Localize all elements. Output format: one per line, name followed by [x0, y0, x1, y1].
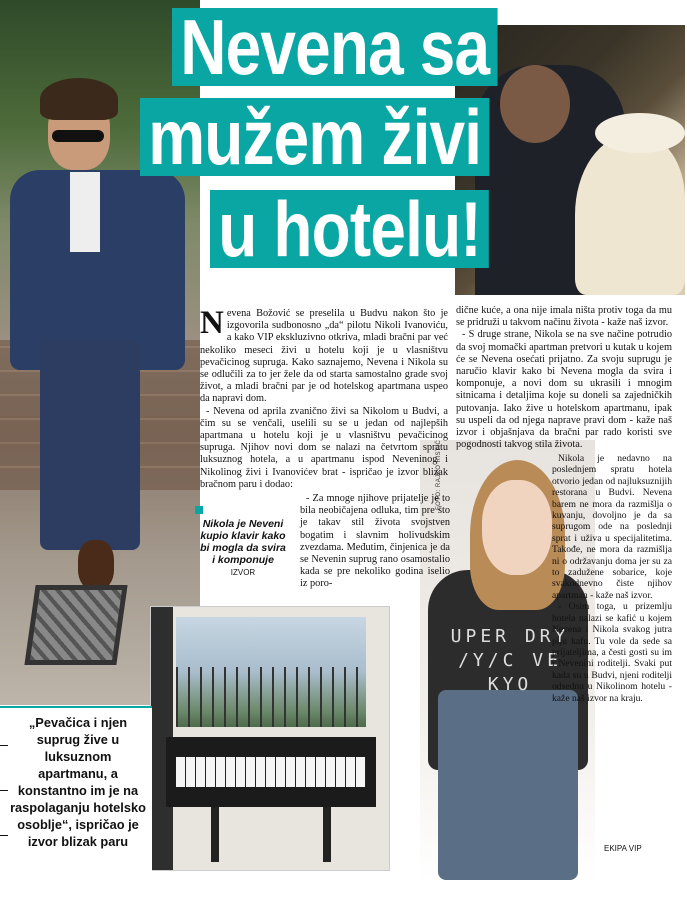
photo-piano-balcony [150, 606, 390, 871]
photo-caption [198, 518, 288, 579]
blue-trousers [40, 340, 140, 550]
article-column-2 [456, 305, 672, 451]
paragraph: - S druge strane, Nikola se na sve načine potrudio da svoj momački apartman pretvori u kutak u kojem će se Nevena osećati prijatno. Za svoju suprugu je naručio klavir kako bi Nevena mogla da svira i komponuje, a novi dom su ukrasili i mnogim sitnicama i detaljima koje su doneli sa zajedničkih putovanja. Iako žive u hotelskom apartmanu, ipak su uspeli da od njega naprave pravi dom - kaže naš izvor i objašnjava da bračni par rado koristi sve pogodnosti takvog stila života. [456, 329, 672, 451]
photo-credit: FOTO: RAJKO RISTIĆ [436, 439, 442, 510]
paragraph: evena Božović se preselila u Budvu nakon što je izgovorila sudbonosno „da“ pilotu Nikoli Ivanoviću, a kako VIP ekskluzivno otkriva, mladi bračni par već nekoliko meseci živi u hotelu koji je u vlasništvu pevačicinog supruga. Kako saznajemo, Nevena i Nikola su se odlučili za to jer žele da od starta samostalno grade svoj život, a mladi bračni par je od hotelskog apartmana uspeo da napravi dom. [200, 308, 448, 405]
paragraph: Nikola je nedavno na poslednjem spratu hotela otvorio jedan od najluksuznijih restorana u Budvi. Nevena barem ne mora da razmišlja o kuvanju, dovoljno je da sa suprugom ode na poslednji sprat i uživa u specijalitetima. Takođe, ne mora da razmišlja ni o održavanju doma jer su za to zadužene sobarice, koje svakodnevno čiste njihov apartman - kaže naš izvor. [552, 453, 672, 601]
article-column-1 [200, 305, 448, 491]
white-shirt [70, 172, 100, 252]
balcony-railing [176, 667, 366, 727]
tshirt-print: UPER DRY /Y/C VE KYO [450, 626, 570, 695]
paragraph: dične kuće, a ona nije imala ništa protiv toga da mu se pridruži u takvom načinu života - kaže naš izvor. [456, 305, 672, 329]
headline-line-3: u hotelu! [210, 190, 489, 268]
woman-face [482, 480, 552, 575]
pull-quote: „Pevačica i njen suprug žive u luksuznom apartmanu, a konstantno im je na raspolaganju hotelsko osoblje“, ispričao je izvor blizak paru [0, 706, 152, 878]
sunglasses [52, 130, 104, 142]
denim-overalls [438, 690, 578, 880]
couple-woman [575, 135, 685, 295]
headline-line-2: mužem živi [140, 98, 489, 176]
article-column-1-continued [300, 493, 450, 591]
couple-man-head [500, 65, 570, 143]
drop-cap: N [200, 305, 224, 341]
caption-text: Nikola je Neveni kupio klavir kako bi mogla da svira i komponuje [200, 518, 286, 566]
caption-marker-icon [195, 506, 203, 514]
quote-rule [0, 790, 8, 791]
quote-rule [0, 745, 8, 746]
caption-credit: IZVOR [230, 568, 256, 577]
man-hair [40, 78, 118, 120]
quote-rule [0, 835, 8, 836]
article-credit: EKIPA VIP [604, 844, 642, 853]
drain-grate [24, 585, 127, 665]
article-column-2-wrapped [552, 453, 672, 704]
paragraph: - Za mnoge njihove prijatelje je to bila neobičajena odluka, tim pre što je takav stil života svojstven bogatim i slavnim holivudskim zvezdama. Međutim, činjenica je da se Nevenin suprug rano osamostalio kada se pre nekoliko godina iselio iz poro- [300, 493, 450, 590]
woman-hat [595, 113, 685, 153]
keyboard-stand [211, 807, 331, 862]
brown-shoe [78, 540, 114, 590]
piano-keys [176, 757, 366, 787]
paragraph: - Nevena od aprila zvanično živi sa Nikolom u Budvi, a čim su se venčali, uselili su se u jedan od najlepših apartmana u hotelu koji je u vlasništvu pevačicinog supruga. Njihov novi dom se nalazi na četvrtom spratu luksuznog hotela, a u apartmanu ispod Neveninog i Nikolinog živi i Ivanovićev brat - ispričao je izvor blizak bračnom paru i dodao: [200, 405, 448, 490]
headline-line-1: Nevena sa [172, 8, 497, 86]
paragraph: - Osim toga, u prizemlju hotela nalazi se kafić u kojem Nevena i Nikola svakog jutra piju kafu. Tu vole da sede sa prijateljima, a česti gosti su im i Nevenini roditelji. Svaki put kada su u Budvi, njeni roditelji odsednu u Nikolinom hotelu - kaže naš izvor na kraju. [552, 601, 672, 704]
